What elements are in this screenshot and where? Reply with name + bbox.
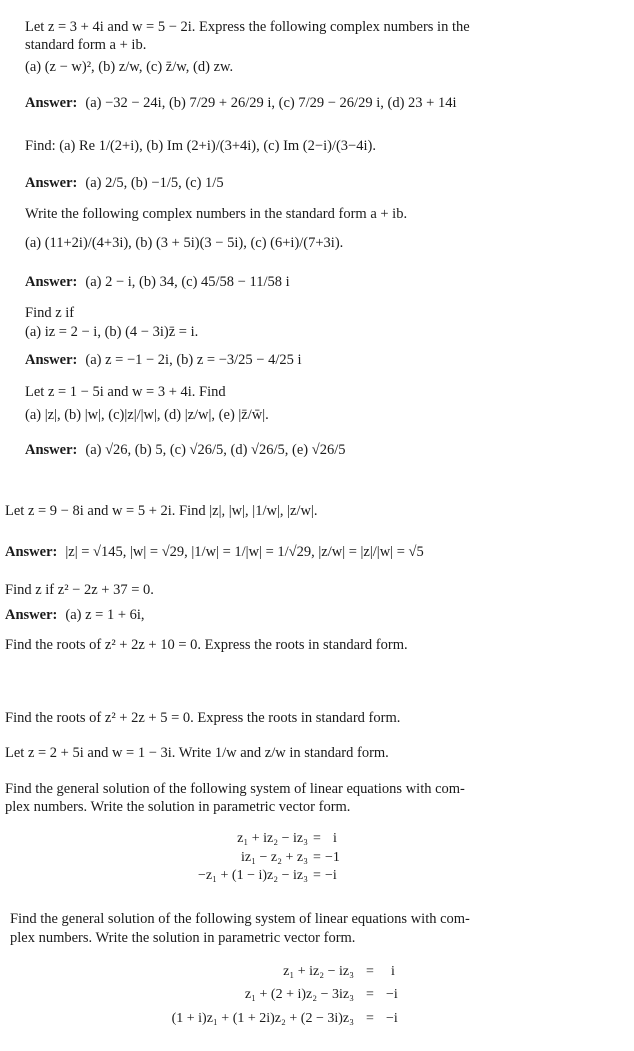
- problem-10-intro: Let z = 2 + 5i and w = 1 − 3i. Write 1/w and z/w in standard form.: [5, 745, 389, 761]
- problem-3-parts: (a) (11+2i)/(4+3i), (b) (3 + 5i)(3 − 5i), (c) (6+i)/(7+3i).: [25, 235, 344, 251]
- problem-4-answer: [25, 353, 302, 368]
- problem-5-parts: (a) |z|, (b) |w|, (c)|z|/|w|, (d) |z/w|, (e) |z̄/w̄|.: [25, 407, 269, 423]
- problem-1-answer: [25, 96, 456, 111]
- equation-lhs: (1 + i)z₁ + (1 + 2i)z₂ + (2 − 3i)z₃: [171, 1011, 354, 1026]
- answer-label: Answer:: [25, 95, 78, 111]
- equation-rhs: −1: [325, 850, 340, 865]
- answer-label: Answer:: [5, 607, 58, 623]
- problem-6-answer: [5, 545, 424, 560]
- equals-sign: =: [366, 1011, 374, 1026]
- equals-sign: =: [366, 987, 374, 1002]
- equation-rhs: −i: [325, 868, 337, 883]
- problem-2-answer: [25, 176, 224, 191]
- problem-1-parts: (a) (z − w)², (b) z/w, (c) z̄/w, (d) zw.: [25, 59, 234, 75]
- answer-text: (a) −32 − 24i, (b) 7/29 + 26/29 i, (c) 7/29 − 26/29 i, (d) 23 + 14i: [85, 95, 457, 111]
- answer-text: (a) √26, (b) 5, (c) √26/5, (d) √26/5, (e) √26/5: [85, 442, 346, 458]
- equation-lhs: z₁ + (2 + i)z₂ − 3iz₃: [244, 987, 354, 1002]
- answer-text: (a) 2/5, (b) −1/5, (c) 1/5: [85, 175, 224, 191]
- equation-lhs: z₁ + iz₂ − iz₃: [283, 964, 354, 979]
- equation-rhs: i: [333, 831, 337, 846]
- answer-text: |z| = √145, |w| = √29, |1/w| = 1/|w| = 1/√29, |z/w| = |z|/|w| = √5: [65, 544, 424, 560]
- problem-1-intro-line1: Let z = 3 + 4i and w = 5 − 2i. Express the following complex numbers in the: [25, 19, 470, 35]
- answer-text: (a) z = 1 + 6i,: [65, 607, 145, 623]
- answer-label: Answer:: [25, 175, 78, 191]
- problem-5-answer: [25, 443, 346, 458]
- problem-11-intro-line1: Find the general solution of the following system of linear equations with com-: [5, 781, 465, 797]
- equation-lhs: iz₁ − z₂ + z₃: [241, 850, 308, 865]
- problem-8-intro: Find the roots of z² + 2z + 10 = 0. Express the roots in standard form.: [5, 637, 408, 653]
- problem-7-intro: Find z if z² − 2z + 37 = 0.: [5, 582, 154, 598]
- problem-11-intro-line2: plex numbers. Write the solution in parametric vector form.: [5, 799, 351, 815]
- answer-text: (a) z = −1 − 2i, (b) z = −3/25 − 4/25 i: [85, 352, 302, 368]
- problem-12-intro-line1: Find the general solution of the following system of linear equations with com-: [10, 911, 470, 927]
- answer-label: Answer:: [25, 274, 78, 290]
- equation-rhs: −i: [386, 1011, 398, 1026]
- answer-label: Answer:: [25, 352, 78, 368]
- problem-9-intro: Find the roots of z² + 2z + 5 = 0. Express the roots in standard form.: [5, 710, 401, 726]
- problem-6-intro: Let z = 9 − 8i and w = 5 + 2i. Find |z|, |w|, |1/w|, |z/w|.: [5, 503, 318, 519]
- equation-rhs: −i: [386, 987, 398, 1002]
- problem-5-intro: Let z = 1 − 5i and w = 3 + 4i. Find: [25, 384, 226, 400]
- problem-3-intro: Write the following complex numbers in the standard form a + ib.: [25, 206, 408, 222]
- problem-1-intro-line2: standard form a + ib.: [25, 37, 147, 53]
- answer-label: Answer:: [25, 442, 78, 458]
- equation-lhs: z₁ + iz₂ − iz₃: [237, 831, 308, 846]
- problem-7-answer: [5, 608, 145, 623]
- problem-4-intro: Find z if: [25, 305, 75, 321]
- equals-sign: =: [313, 850, 321, 865]
- equals-sign: =: [313, 831, 321, 846]
- answer-label: Answer:: [5, 544, 58, 560]
- answer-text: (a) 2 − i, (b) 34, (c) 45/58 − 11/58 i: [85, 274, 290, 290]
- equation-rhs: i: [391, 964, 395, 979]
- equals-sign: =: [313, 868, 321, 883]
- problem-2-find: Find: (a) Re 1/(2+i), (b) Im (2+i)/(3+4i), (c) Im (2−i)/(3−4i).: [25, 138, 376, 154]
- problem-3-answer: [25, 275, 290, 290]
- equation-lhs: −z₁ + (1 − i)z₂ − iz₃: [198, 868, 308, 883]
- problem-12-intro-line2: plex numbers. Write the solution in parametric vector form.: [10, 930, 356, 946]
- problem-4-parts: (a) iz = 2 − i, (b) (4 − 3i)z̄ = i.: [25, 324, 199, 340]
- equals-sign: =: [366, 964, 374, 979]
